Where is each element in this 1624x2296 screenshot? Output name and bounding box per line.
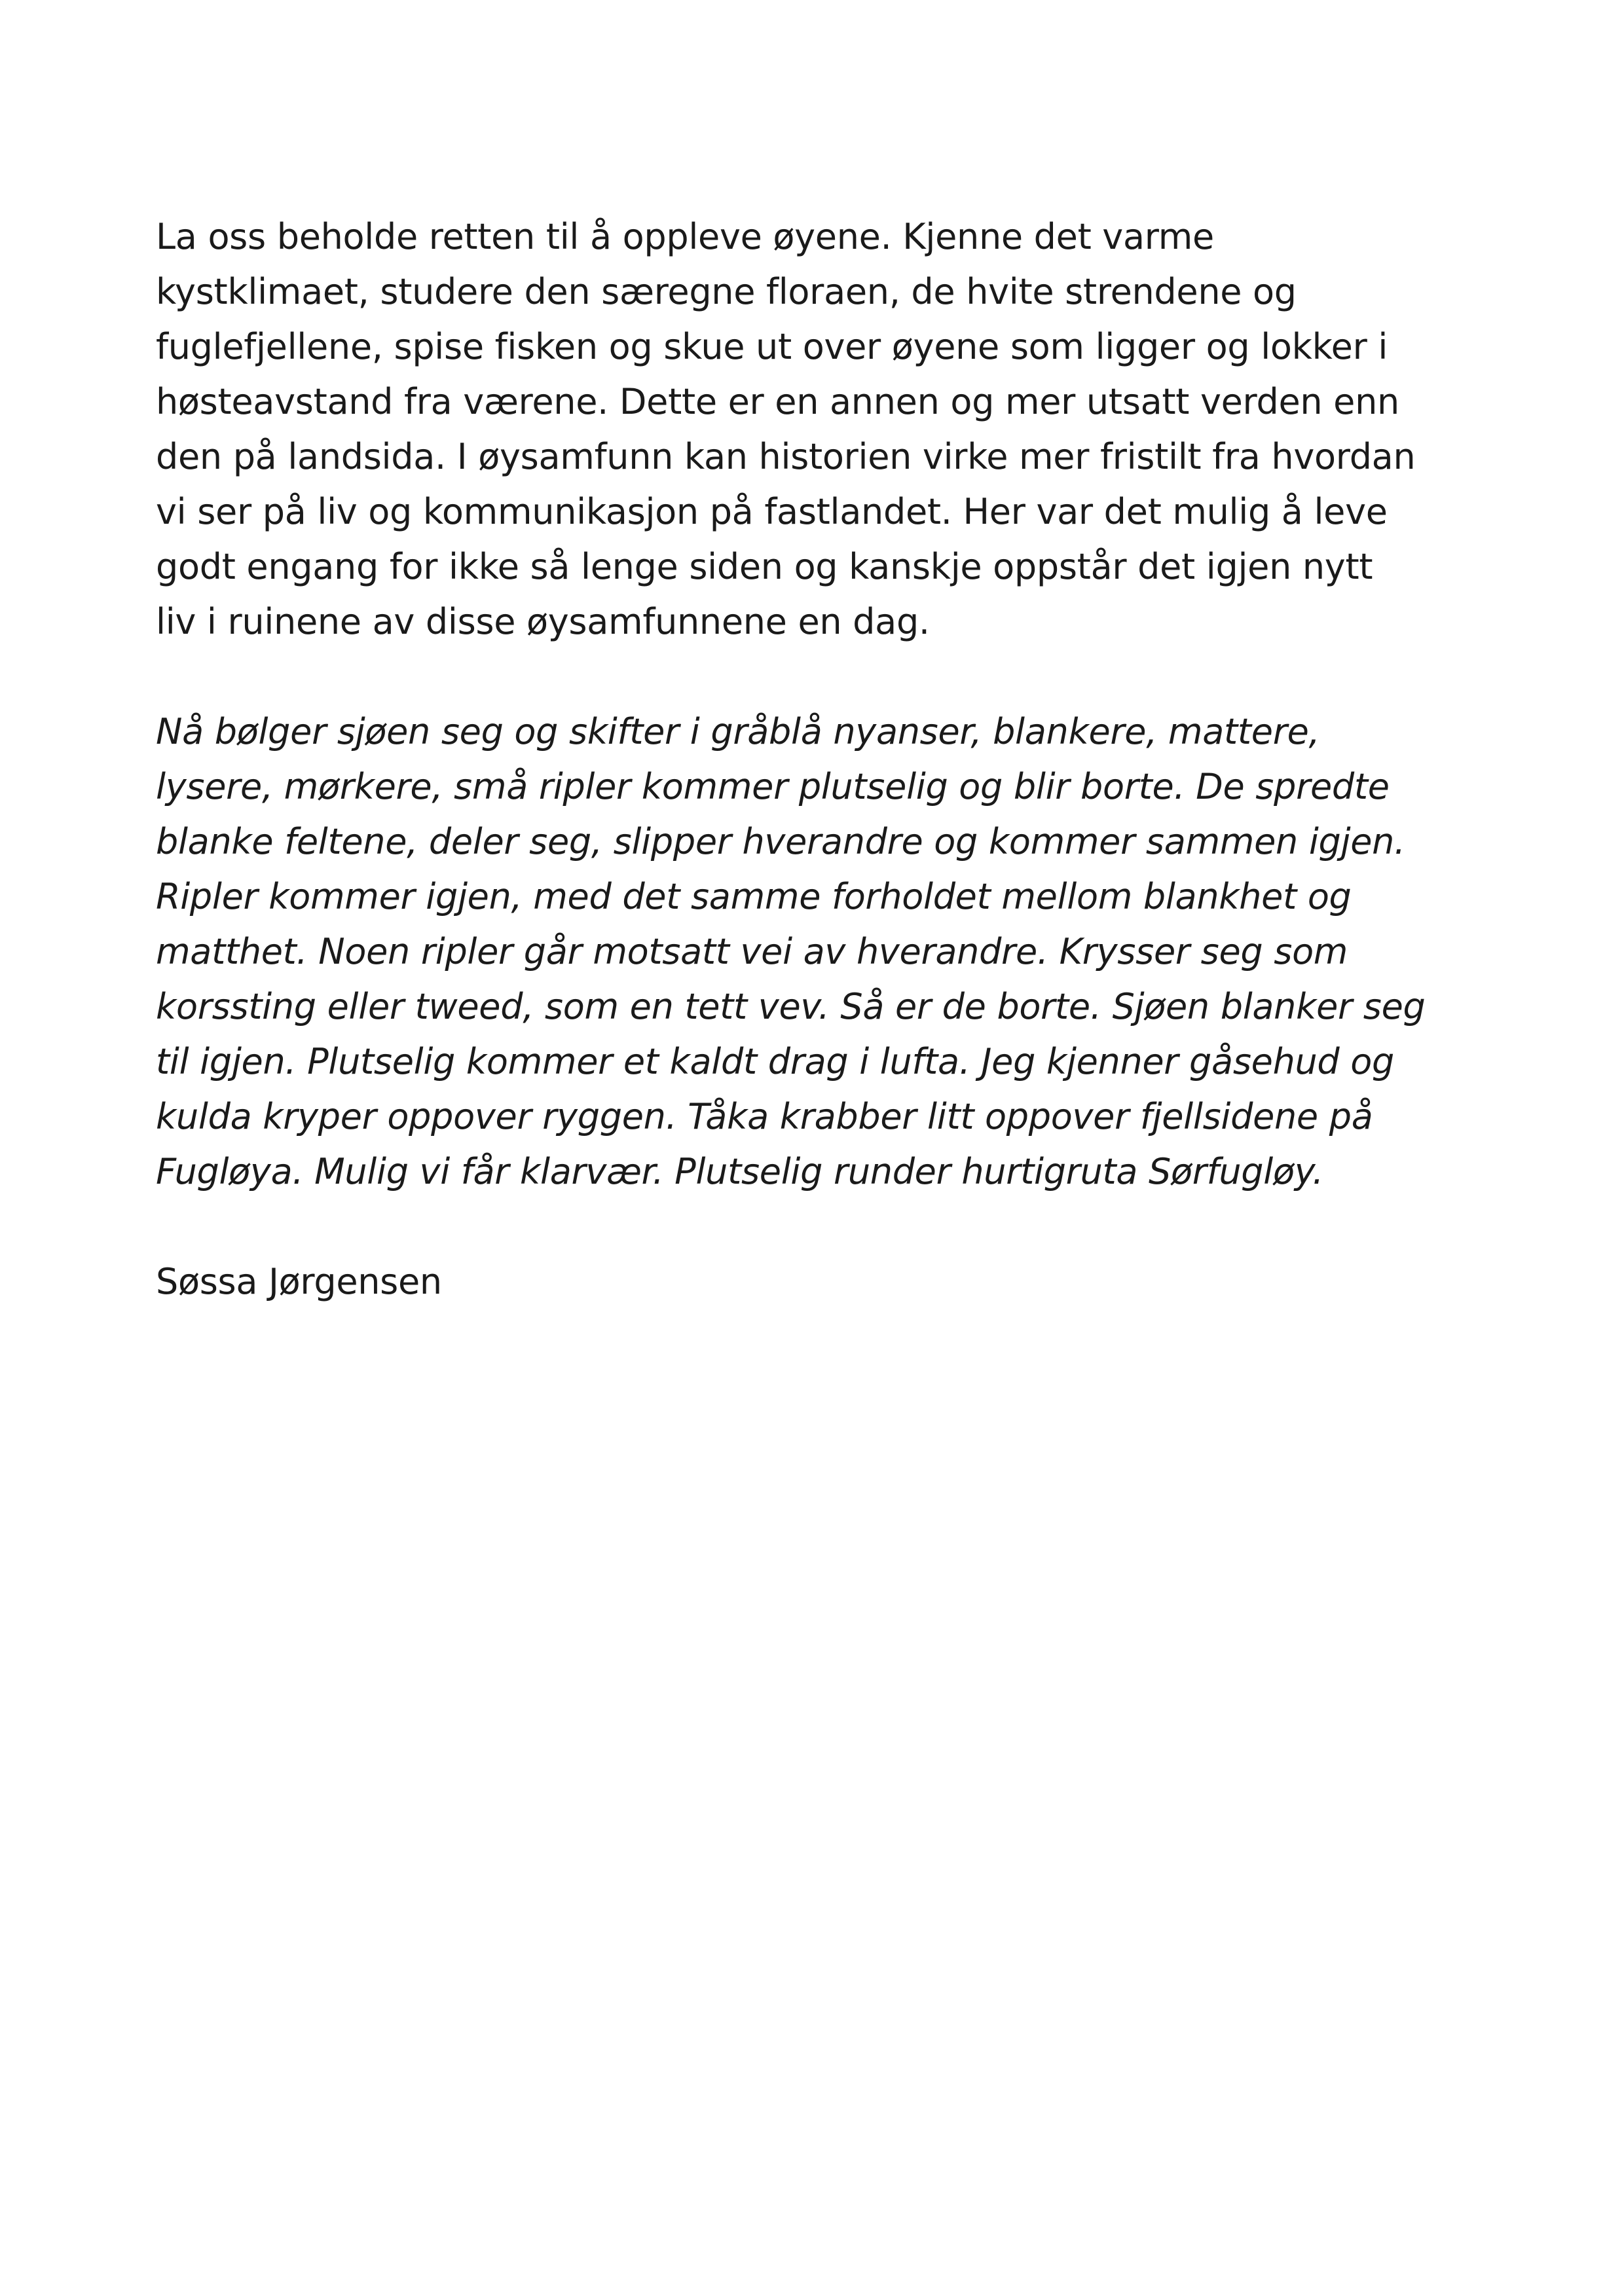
paragraph-italic — [156, 704, 1498, 1199]
text-line: godt engang for ikke så lenge siden og kanskje oppstår det igjen nytt — [156, 546, 1373, 587]
text-line: Fugløya. Mulig vi får klarvær. Plutselig runder hurtigruta Sørfugløy. — [156, 1151, 1324, 1192]
document-body — [156, 210, 1498, 1309]
text-line: fuglefjellene, spise fisken og skue ut over øyene som ligger og lokker i — [156, 326, 1388, 367]
text-line: kystklimaet, studere den særegne floraen, de hvite strendene og — [156, 271, 1297, 312]
text-line: korssting eller tweed, som en tett vev. Så er de borte. Sjøen blanker seg — [156, 986, 1426, 1027]
text-line: vi ser på liv og kommunikasjon på fastlandet. Her var det mulig å leve — [156, 491, 1388, 532]
text-line: matthet. Noen ripler går motsatt vei av hverandre. Krysser seg som — [156, 931, 1348, 972]
text-line: kulda kryper oppover ryggen. Tåka krabber litt oppover fjellsidene på — [156, 1096, 1373, 1137]
text-line: høsteavstand fra værene. Dette er en annen og mer utsatt verden enn — [156, 381, 1399, 422]
author-name: Søssa Jørgensen — [156, 1261, 442, 1302]
text-line: Ripler kommer igjen, med det samme forholdet mellom blankhet og — [156, 876, 1352, 917]
text-line: Nå bølger sjøen seg og skifter i gråblå nyanser, blankere, mattere, — [156, 711, 1320, 752]
author-signature — [156, 1254, 1498, 1309]
text-line: La oss beholde retten til å oppleve øyene. Kjenne det varme — [156, 216, 1214, 257]
text-line: lysere, mørkere, små ripler kommer plutselig og blir borte. De spredte — [156, 766, 1390, 807]
text-line: blanke feltene, deler seg, slipper hverandre og kommer sammen igjen. — [156, 821, 1405, 862]
paragraph-roman — [156, 210, 1498, 649]
text-line: liv i ruinene av disse øysamfunnene en dag. — [156, 601, 930, 642]
text-line: til igjen. Plutselig kommer et kaldt drag i lufta. Jeg kjenner gåsehud og — [156, 1041, 1394, 1082]
text-line: den på landsida. I øysamfunn kan historien virke mer fristilt fra hvordan — [156, 436, 1416, 477]
